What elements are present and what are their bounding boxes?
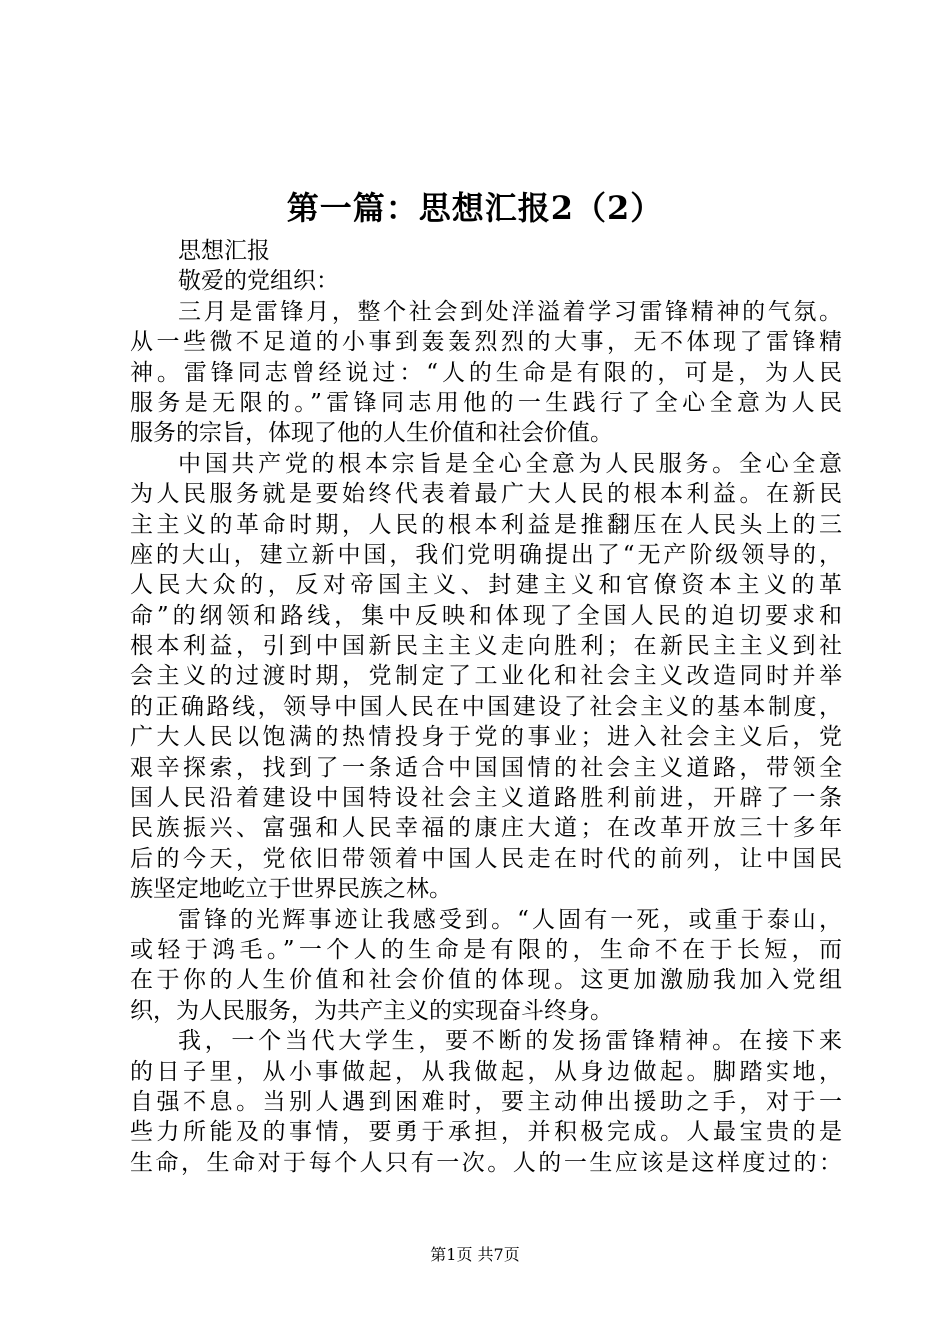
text-line: 人民大众的，反对帝国主义、封建主义和官僚资本主义的革	[130, 572, 842, 599]
text-line: 雷锋的光辉事迹让我感受到。“人固有一死，或重于泰山，	[178, 906, 842, 933]
text-line: 些力所能及的事情，要勇于承担，并积极完成。人最宝贵的是	[130, 1119, 842, 1146]
text-line: 国人民沿着建设中国特设社会主义道路胜利前进，开辟了一条	[130, 785, 842, 812]
text-line: 从一些微不足道的小事到轰轰烈烈的大事，无不体现了雷锋精	[130, 329, 842, 356]
document-title: 第一篇：思想汇报2（2）	[286, 189, 664, 227]
text-line: 敬爱的党组织：	[178, 268, 339, 295]
text-line: 我，一个当代大学生，要不断的发扬雷锋精神。在接下来	[178, 1028, 842, 1055]
text-line: 自强不息。当别人遇到困难时，要主动伸出援助之手，对于一	[130, 1088, 842, 1115]
text-line: 的正确路线，领导中国人民在中国建设了社会主义的基本制度，	[130, 693, 842, 720]
text-line: 服务是无限的。”雷锋同志用他的一生践行了全心全意为人民	[130, 389, 842, 416]
document-body	[130, 236, 842, 1178]
text-line: 服务的宗旨，体现了他的人生价值和社会价值。	[130, 420, 613, 447]
text-line: 为人民服务就是要始终代表着最广大人民的根本利益。在新民	[130, 481, 842, 508]
text-line: 生命，生命对于每个人只有一次。人的一生应该是这样度过的：	[130, 1149, 842, 1176]
text-line: 后的今天，党依旧带领着中国人民走在时代的前列，让中国民	[130, 845, 842, 872]
text-line: 神。雷锋同志曾经说过：“人的生命是有限的，可是，为人民	[130, 359, 842, 386]
text-line: 的日子里，从小事做起，从我做起，从身边做起。脚踏实地，	[130, 1058, 842, 1085]
text-line: 座的大山，建立新中国，我们党明确提出了“无产阶级领导的，	[130, 541, 842, 568]
text-line: 或轻于鸿毛。”一个人的生命是有限的，生命不在于长短，而	[130, 936, 842, 963]
text-line: 艰辛探索，找到了一条适合中国国情的社会主义道路，带领全	[130, 754, 842, 781]
text-line: 织，为人民服务，为共产主义的实现奋斗终身。	[130, 997, 613, 1024]
text-line: 思想汇报	[178, 238, 270, 264]
page-footer: 第1页 共7页	[430, 1245, 520, 1264]
text-line: 会主义的过渡时期，党制定了工业化和社会主义改造同时并举	[130, 663, 842, 690]
text-line: 中国共产党的根本宗旨是全心全意为人民服务。全心全意	[178, 450, 842, 477]
text-line: 命”的纲领和路线，集中反映和体现了全国人民的迫切要求和	[130, 602, 842, 629]
text-line: 根本利益，引到中国新民主主义走向胜利；在新民主主义到社	[130, 633, 842, 660]
text-line: 在于你的人生价值和社会价值的体现。这更加激励我加入党组	[130, 967, 842, 994]
text-line: 族坚定地屹立于世界民族之林。	[130, 876, 452, 903]
text-line: 广大人民以饱满的热情投身于党的事业；进入社会主义后，党	[130, 724, 842, 751]
text-line: 民族振兴、富强和人民幸福的康庄大道；在改革开放三十多年	[130, 815, 842, 842]
text-line: 主主义的革命时期，人民的根本利益是推翻压在人民头上的三	[130, 511, 842, 538]
text-line: 三月是雷锋月，整个社会到处洋溢着学习雷锋精神的气氛。	[178, 298, 842, 325]
